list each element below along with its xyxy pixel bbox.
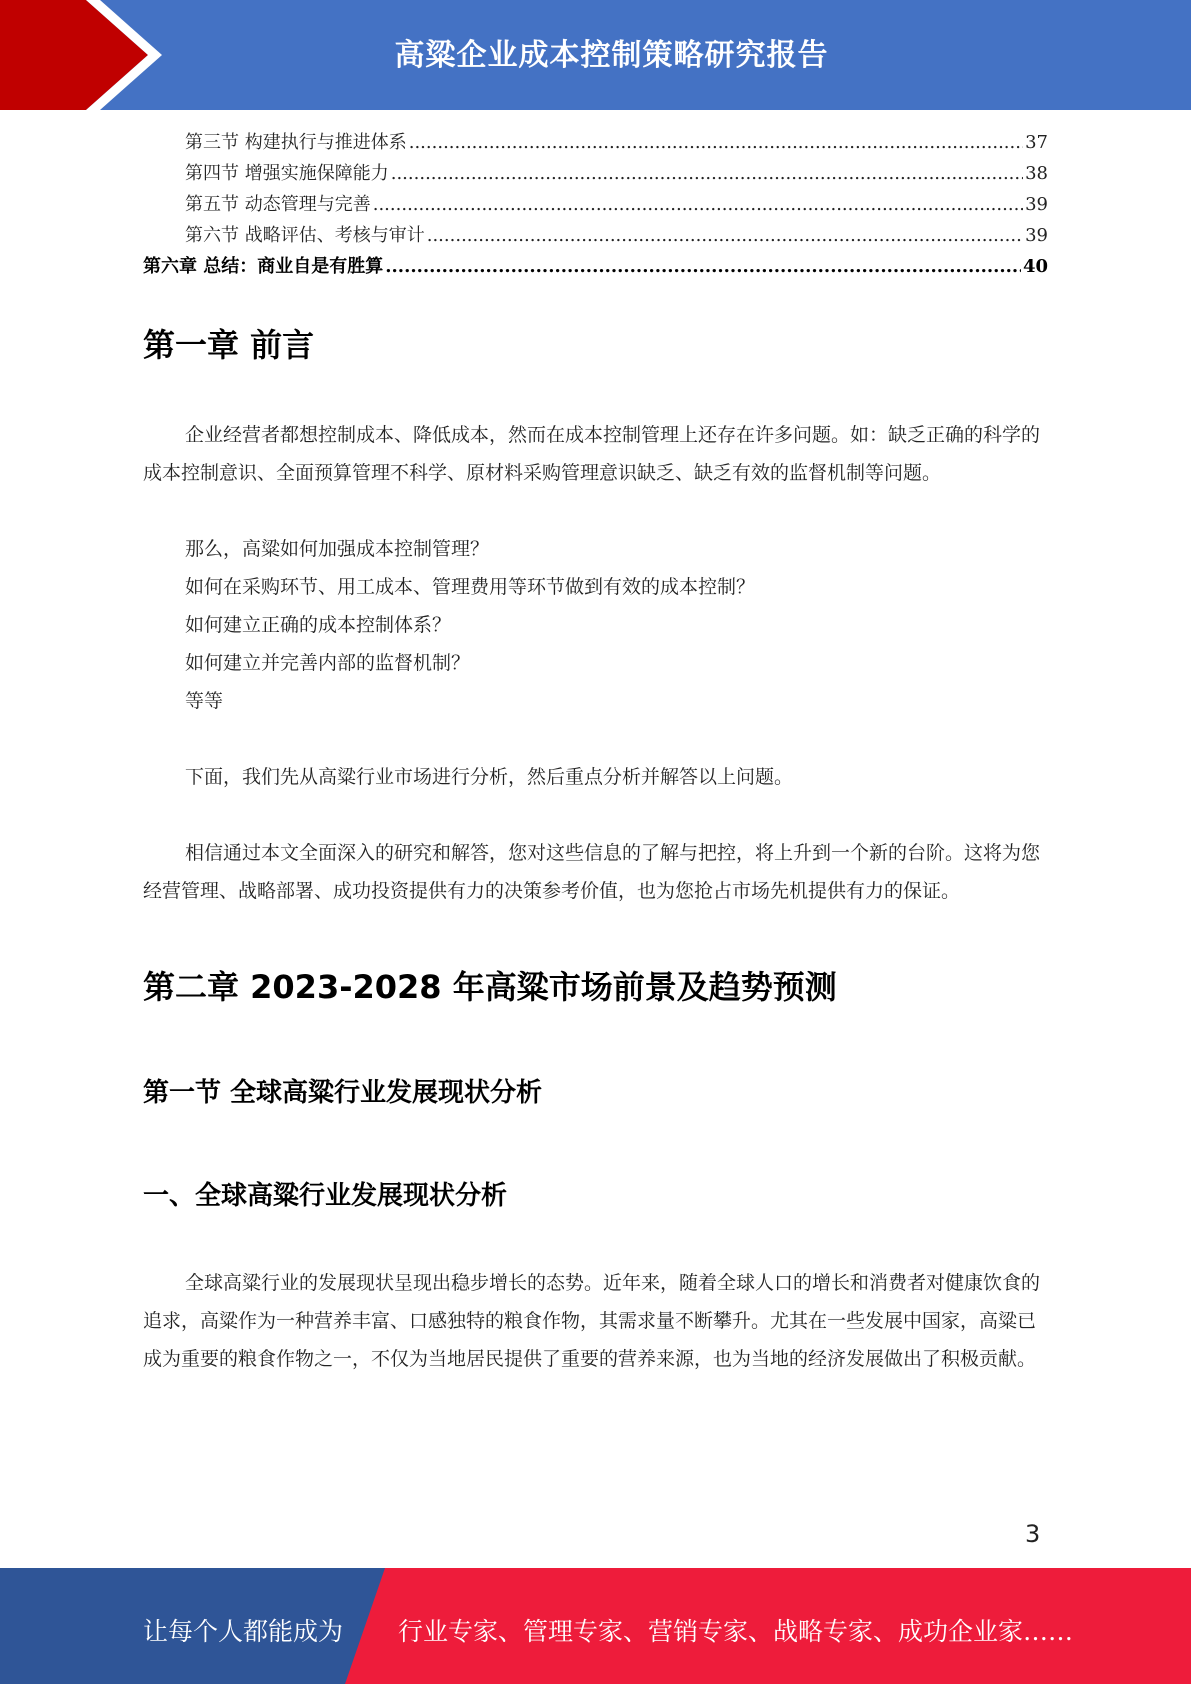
subsection-heading: 一、全球高粱行业发展现状分析 bbox=[143, 1181, 508, 1211]
toc-leader-dots bbox=[391, 163, 1023, 184]
toc-leader-dots bbox=[385, 256, 1021, 277]
toc-entry-title: 第三节 构建执行与推进体系 bbox=[185, 132, 407, 153]
toc-entry-page: 37 bbox=[1025, 132, 1048, 153]
toc-chapter-entry[interactable] bbox=[143, 252, 1048, 283]
toc-entry-title: 第四节 增强实施保障能力 bbox=[185, 163, 389, 184]
question-line: 如何建立正确的成本控制体系？ bbox=[185, 614, 452, 636]
toc-entry-page: 39 bbox=[1025, 225, 1048, 246]
chapter-2-heading: 第二章 2023-2028 年高粱市场前景及趋势预测 bbox=[143, 968, 837, 1006]
toc-leader-dots bbox=[409, 132, 1023, 153]
toc-entry[interactable] bbox=[143, 190, 1048, 221]
toc-entry-page: 40 bbox=[1022, 256, 1048, 277]
question-line: 等等 bbox=[185, 690, 224, 712]
footer-slogan-right: 行业专家、管理专家、营销专家、战略专家、成功企业家…… bbox=[398, 1617, 1074, 1646]
toc-leader-dots bbox=[373, 194, 1023, 215]
toc-entry-title: 第五节 动态管理与完善 bbox=[185, 194, 371, 215]
toc-entry[interactable] bbox=[143, 159, 1048, 190]
question-line: 如何建立并完善内部的监督机制？ bbox=[185, 652, 471, 674]
question-line: 那么，高粱如何加强成本控制管理？ bbox=[185, 538, 490, 560]
chapter-1-paragraph-1: 企业经营者都想控制成本、降低成本，然而在成本控制管理上还存在许多问题。如：缺乏正确的科学的成本控制意识、全面预算管理不科学、原材料采购管理意识缺乏、缺乏有效的监督机制等问题。 bbox=[143, 424, 1041, 484]
toc-entry-title: 第六节 战略评估、考核与审计 bbox=[185, 225, 425, 246]
table-of-contents bbox=[143, 128, 1048, 283]
page-number: 3 bbox=[1025, 1520, 1041, 1548]
chapter-2-paragraph-1: 全球高粱行业的发展现状呈现出稳步增长的态势。近年来，随着全球人口的增长和消费者对健康饮食的追求，高粱作为一种营养丰富、口感独特的粮食作物，其需求量不断攀升。尤其在一些发展中国家，高粱已成为重要的粮食作物之一，不仅为当地居民提供了重要的营养来源，也为当地的经济发展做出了积极贡献。 bbox=[143, 1272, 1041, 1370]
toc-entry-title: 第六章 总结：商业自是有胜算 bbox=[143, 256, 384, 277]
footer-slogan-left: 让每个人都能成为 bbox=[143, 1617, 344, 1646]
toc-leader-dots bbox=[427, 225, 1023, 246]
toc-entry-page: 39 bbox=[1025, 194, 1048, 215]
page-header bbox=[0, 0, 1191, 110]
section-heading: 第一节 全球高粱行业发展现状分析 bbox=[143, 1078, 543, 1108]
chapter-1-paragraph-2: 下面，我们先从高粱行业市场进行分析，然后重点分析并解答以上问题。 bbox=[185, 766, 794, 788]
page-footer bbox=[0, 1568, 1191, 1684]
toc-entry[interactable] bbox=[143, 221, 1048, 252]
report-title: 高粱企业成本控制策略研究报告 bbox=[394, 38, 829, 73]
document-body bbox=[143, 320, 1048, 1378]
toc-entry-page: 38 bbox=[1025, 163, 1048, 184]
question-list bbox=[143, 530, 1048, 720]
question-line: 如何在采购环节、用工成本、管理费用等环节做到有效的成本控制？ bbox=[185, 576, 756, 598]
toc-entry[interactable] bbox=[143, 128, 1048, 159]
chapter-1-heading: 第一章 前言 bbox=[143, 326, 315, 364]
chapter-1-paragraph-3: 相信通过本文全面深入的研究和解答，您对这些信息的了解与把控，将上升到一个新的台阶。这将为您经营管理、战略部署、成功投资提供有力的决策参考价值，也为您抢占市场先机提供有力的保证。 bbox=[143, 842, 1041, 902]
